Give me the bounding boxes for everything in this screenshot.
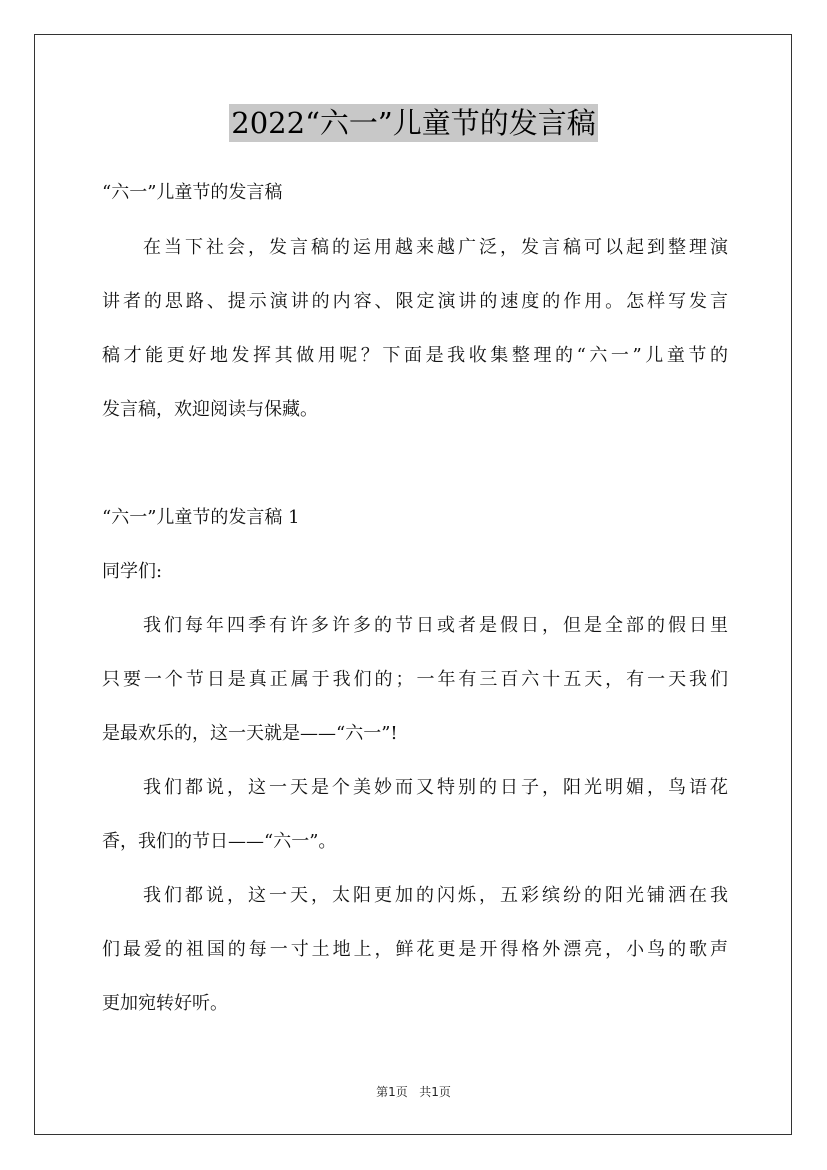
paragraph-line: 我们都说，这一天是个美妙而又特别的日子，阳光明媚，鸟语花 <box>143 777 728 798</box>
paragraph-line: 发言稿，欢迎阅读与保藏。 <box>102 399 318 420</box>
paragraph-line: 只要一个节日是真正属于我们的；一年有三百六十五天，有一天我们 <box>102 669 728 690</box>
paragraph-line: 讲者的思路、提示演讲的内容、限定演讲的速度的作用。怎样写发言 <box>102 291 728 312</box>
paragraph-line: 香，我们的节日——“六一”。 <box>102 831 337 852</box>
paragraph-line: 更加宛转好听。 <box>102 993 228 1014</box>
paragraph-line: 我们都说，这一天，太阳更加的闪烁，五彩缤纷的阳光铺洒在我 <box>143 885 728 906</box>
page-number: 第1页 <box>376 1085 408 1099</box>
page-footer <box>0 1084 827 1100</box>
document-title: 2022“六一”儿童节的发言稿 <box>231 106 596 140</box>
paragraph-line: 在当下社会，发言稿的运用越来越广泛，发言稿可以起到整理演 <box>143 237 728 258</box>
paragraph-line: 我们每年四季有许多许多的节日或者是假日，但是全部的假日里 <box>143 615 728 636</box>
paragraph-line: 们最爱的祖国的每一寸土地上，鲜花更是开得格外漂亮，小鸟的歌声 <box>102 939 728 960</box>
paragraph-line: 是最欢乐的，这一天就是——“六一”! <box>102 723 398 744</box>
page-total: 共1页 <box>419 1085 451 1099</box>
salutation: 同学们: <box>102 561 163 582</box>
title-container <box>0 104 827 142</box>
paragraph-line: 稿才能更好地发挥其做用呢？下面是我收集整理的“六一”儿童节的 <box>102 345 728 366</box>
section-heading: “六一”儿童节的发言稿 1 <box>102 507 300 528</box>
section-heading: “六一”儿童节的发言稿 <box>102 182 283 203</box>
